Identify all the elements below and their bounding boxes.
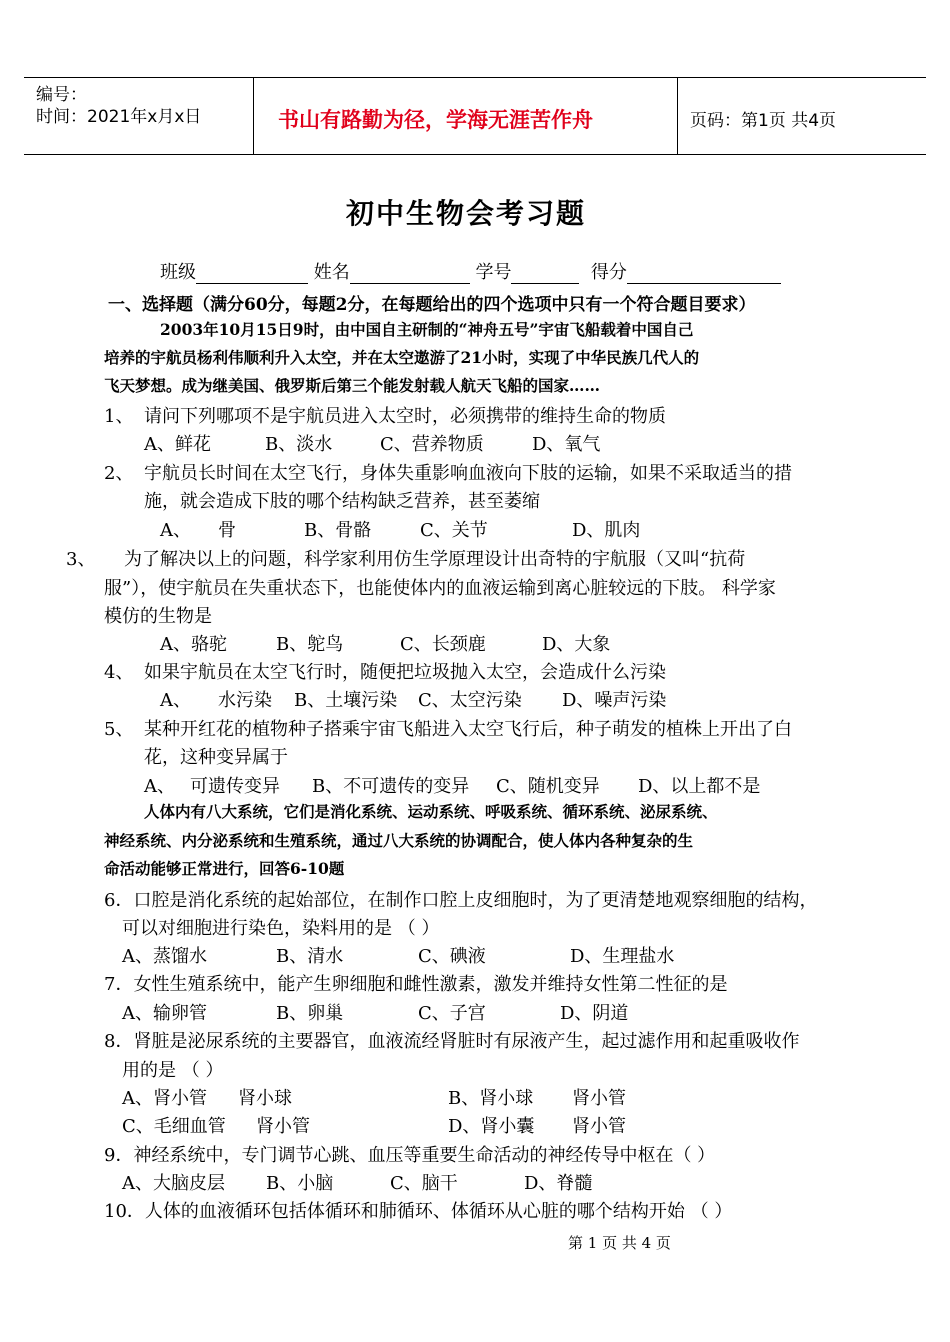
question-stem: 施，就会造成下肢的哪个结构缺乏营养，甚至萎缩 — [144, 491, 540, 512]
header-top-rule — [24, 77, 926, 78]
option-c[interactable]: C、关节 — [420, 520, 488, 541]
class-blank[interactable] — [196, 264, 308, 284]
option-c-part2[interactable]: 肾小管 — [256, 1116, 310, 1137]
page-indicator: 页码：第1页 共4页 — [690, 111, 837, 131]
intro-line: 2003年10月15日9时，由中国自主研制的“神舟五号”宇宙飞船载着中国自己 — [160, 320, 694, 339]
intro-line: 人体内有八大系统，它们是消化系统、运动系统、呼吸系统、循环系统、泌尿系统、 — [144, 802, 718, 821]
option-b[interactable]: B、骨骼 — [304, 520, 372, 541]
option-a-text[interactable]: 骨 — [218, 520, 236, 541]
option-c[interactable]: C、太空污染 — [418, 690, 522, 711]
intro-line: 神经系统、内分泌系统和生殖系统，通过八大系统的协调配合，使人体内各种复杂的生 — [104, 831, 694, 850]
option-d[interactable]: D、阴道 — [560, 1003, 629, 1024]
header-divider-left — [253, 77, 254, 155]
option-a[interactable]: A、 — [160, 520, 191, 541]
option-a[interactable]: A、 — [160, 690, 191, 711]
option-d-part2[interactable]: 肾小管 — [572, 1116, 626, 1137]
option-a[interactable]: A、肾小管 — [122, 1088, 207, 1109]
question-stem: 6．口腔是消化系统的起始部位，在制作口腔上皮细胞时，为了更清楚地观察细胞的结构， — [104, 890, 818, 911]
option-a-text[interactable]: 可遗传变异 — [190, 776, 280, 797]
option-d[interactable]: D、氧气 — [532, 434, 601, 455]
option-d[interactable]: D、脊髓 — [524, 1173, 593, 1194]
question-stem: 模仿的生物是 — [104, 606, 212, 627]
name-label: 姓名 — [313, 262, 350, 283]
document-number-label: 编号： — [36, 85, 87, 105]
student-id-blank[interactable] — [511, 264, 579, 284]
intro-line: 飞天梦想。成为继美国、俄罗斯后第三个能发射载人航天飞船的国家…… — [104, 376, 601, 395]
intro-line: 培养的宇航员杨利伟顺利升入太空，并在太空遨游了21小时，实现了中华民族几代人的 — [104, 348, 700, 367]
question-number: 1、 — [104, 406, 134, 427]
option-c[interactable]: C、子宫 — [418, 1003, 486, 1024]
student-id-label: 学号 — [475, 262, 512, 283]
option-b[interactable]: B、淡水 — [265, 434, 333, 455]
option-c[interactable]: C、碘液 — [418, 946, 486, 967]
option-d[interactable]: D、以上都不是 — [638, 776, 761, 797]
option-a[interactable]: A、鲜花 — [144, 434, 211, 455]
question-stem: 9．神经系统中，专门调节心跳、血压等重要生命活动的神经传导中枢在（ ） — [104, 1145, 716, 1166]
option-d[interactable]: D、生理盐水 — [570, 946, 675, 967]
page-footer: 第 1 页 共 4 页 — [568, 1234, 671, 1252]
section-heading: 一、选择题（满分60分，每题2分，在每题给出的四个选项中只有一个符合题目要求） — [108, 295, 756, 315]
option-b-part2[interactable]: 肾小管 — [572, 1088, 626, 1109]
header-bottom-rule — [24, 154, 926, 155]
question-number: 2、 — [104, 463, 134, 484]
question-stem: 可以对细胞进行染色，染料用的是 （ ） — [122, 918, 440, 939]
intro-line: 命活动能够正常进行，回答6-10题 — [104, 859, 345, 878]
question-number: 3、 — [66, 549, 96, 570]
question-stem: 10．人体的血液循环包括体循环和肺循环、体循环从心脏的哪个结构开始 （ ） — [104, 1201, 733, 1222]
question-stem: 宇航员长时间在太空飞行，身体失重影响血液向下肢的运输，如果不采取适当的措 — [144, 463, 792, 484]
option-d[interactable]: D、大象 — [542, 634, 611, 655]
score-blank[interactable] — [627, 264, 781, 284]
option-c[interactable]: C、脑干 — [390, 1173, 458, 1194]
student-info-line — [160, 258, 781, 284]
class-label: 班级 — [160, 262, 196, 283]
document-time-label: 时间：2021年x月x日 — [36, 107, 202, 127]
option-b[interactable]: B、小脑 — [266, 1173, 334, 1194]
option-a[interactable]: A、输卵管 — [122, 1003, 207, 1024]
option-b[interactable]: B、肾小球 — [448, 1088, 534, 1109]
page-title: 初中生物会考习题 — [346, 197, 587, 230]
option-c[interactable]: C、长颈鹿 — [400, 634, 486, 655]
score-label: 得分 — [590, 262, 627, 283]
question-number: 4、 — [104, 662, 134, 683]
option-b[interactable]: B、土壤污染 — [294, 690, 398, 711]
option-a-part2[interactable]: 肾小球 — [238, 1088, 292, 1109]
option-a-text[interactable]: 水污染 — [218, 690, 272, 711]
name-blank[interactable] — [350, 264, 470, 284]
option-a[interactable]: A、骆驼 — [160, 634, 227, 655]
question-number: 5、 — [104, 719, 134, 740]
question-stem: 8．肾脏是泌尿系统的主要器官，血液流经肾脏时有尿液产生，起过滤作用和起重吸收作 — [104, 1031, 800, 1052]
option-b[interactable]: B、不可遗传的变异 — [312, 776, 470, 797]
option-c[interactable]: C、营养物质 — [380, 434, 484, 455]
question-stem: 请问下列哪项不是宇航员进入太空时，必须携带的维持生命的物质 — [144, 406, 666, 427]
question-stem: 用的是 （ ） — [122, 1060, 224, 1081]
option-a[interactable]: A、蒸馏水 — [122, 946, 207, 967]
header-divider-right — [677, 77, 678, 155]
option-d[interactable]: D、肌肉 — [572, 520, 641, 541]
option-c[interactable]: C、随机变异 — [496, 776, 600, 797]
option-d[interactable]: D、噪声污染 — [562, 690, 667, 711]
question-stem: 花，这种变异属于 — [144, 747, 288, 768]
option-b[interactable]: B、清水 — [276, 946, 344, 967]
option-b[interactable]: B、鸵鸟 — [276, 634, 344, 655]
option-b[interactable]: B、卵巢 — [276, 1003, 344, 1024]
option-a[interactable]: A、 — [144, 776, 175, 797]
header-motto: 书山有路勤为径，学海无涯苦作舟 — [278, 107, 593, 132]
option-c[interactable]: C、毛细血管 — [122, 1116, 226, 1137]
question-stem: 如果宇航员在太空飞行时，随便把垃圾抛入太空，会造成什么污染 — [144, 662, 666, 683]
question-stem: 为了解决以上的问题，科学家利用仿生学原理设计出奇特的宇航服（又叫“抗荷 — [124, 549, 746, 570]
option-d[interactable]: D、肾小囊 — [448, 1116, 535, 1137]
question-stem: 某种开红花的植物种子搭乘宇宙飞船进入太空飞行后，种子萌发的植株上开出了白 — [144, 719, 792, 740]
question-stem: 7．女性生殖系统中，能产生卵细胞和雌性激素，激发并维持女性第二性征的是 — [104, 974, 728, 995]
option-a[interactable]: A、大脑皮层 — [122, 1173, 225, 1194]
question-stem: 服”），使宇航员在失重状态下，也能使体内的血液运输到离心脏较远的下肢。 科学家 — [104, 578, 776, 599]
